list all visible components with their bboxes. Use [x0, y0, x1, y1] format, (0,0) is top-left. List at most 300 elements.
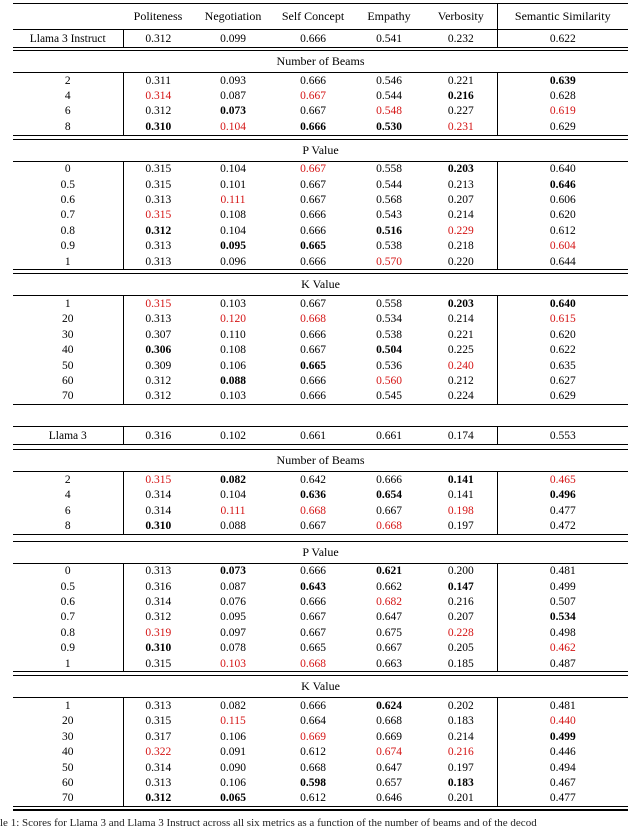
metric-cell: 0.065 [220, 792, 246, 805]
table-row [13, 563, 628, 579]
row-label: 8 [64, 519, 71, 532]
metric-cell: 0.312 [123, 389, 193, 405]
model-header-table [13, 426, 628, 445]
metric-cell: 0.231 [447, 120, 474, 133]
table-row [13, 625, 628, 640]
section-title-row [13, 139, 628, 161]
metric-cell: 0.507 [497, 594, 628, 609]
metric-cell: 0.310 [123, 518, 193, 534]
table-row [13, 518, 628, 534]
section-title: P Value [13, 541, 628, 563]
table-row [13, 177, 628, 192]
metric-cell: 0.313 [123, 254, 193, 270]
column-header-politeness: Politeness [123, 4, 193, 30]
metric-cell: 0.543 [376, 209, 402, 222]
table-row [13, 791, 628, 807]
metric-cell: 0.666 [300, 390, 326, 403]
section-title: Number of Beams [13, 450, 628, 472]
metric-cell: 0.103 [220, 297, 246, 310]
row-label: 0.5 [60, 580, 75, 593]
metric-cell: 0.115 [220, 715, 246, 728]
metric-cell: 0.111 [220, 504, 246, 517]
metric-cell: 0.141 [447, 489, 474, 502]
metric-cell: 0.227 [447, 105, 474, 118]
metric-cell: 0.322 [123, 745, 193, 760]
column-header-self-concept: Self Concept [273, 4, 353, 30]
metric-cell: 0.487 [497, 656, 628, 672]
row-label: 4 [64, 489, 71, 502]
metric-cell: 0.221 [447, 328, 474, 341]
metric-cell: 0.096 [220, 255, 246, 268]
row-label: 30 [62, 328, 74, 341]
metric-cell: 0.545 [376, 390, 402, 403]
metric-cell: 0.504 [376, 344, 402, 357]
metric-cell: 0.654 [376, 489, 402, 502]
table-row [13, 239, 628, 254]
metric-cell: 0.644 [497, 254, 628, 270]
metric-cell: 0.147 [447, 580, 474, 593]
table-row [13, 312, 628, 327]
metric-cell: 0.312 [123, 610, 193, 625]
metric-cell: 0.076 [220, 596, 246, 609]
metric-cell: 0.665 [300, 240, 326, 253]
metric-cell: 0.499 [497, 729, 628, 744]
metric-cell: 0.628 [497, 88, 628, 103]
metric-cell: 0.307 [123, 327, 193, 342]
metric-cell: 0.666 [300, 328, 326, 341]
metric-cell: 0.314 [123, 760, 193, 775]
section-title: K Value [13, 274, 628, 296]
metric-cell: 0.183 [447, 715, 474, 728]
table-row [13, 656, 628, 672]
metric-cell: 0.218 [447, 240, 474, 253]
metric-cell: 0.319 [123, 625, 193, 640]
metric-cell: 0.224 [447, 390, 474, 403]
metric-cell: 0.306 [123, 342, 193, 357]
metric-cell: 0.214 [447, 730, 474, 743]
row-label: 8 [64, 120, 71, 133]
metric-cell: 0.073 [220, 565, 246, 578]
metric-cell: 0.309 [123, 358, 193, 373]
row-label: 0.9 [60, 240, 75, 253]
column-header-empathy: Empathy [353, 4, 425, 30]
table-row [13, 594, 628, 609]
column-header-semantic-similarity: Semantic Similarity [497, 4, 628, 30]
section-gap [13, 405, 628, 426]
metric-cell: 0.212 [447, 374, 474, 387]
metric-cell: 0.668 [300, 504, 326, 517]
metric-cell: 0.666 [376, 473, 402, 486]
metric-cell: 0.639 [497, 73, 628, 89]
metric-cell: 0.312 [123, 30, 193, 48]
row-label: 0.8 [60, 224, 75, 237]
metric-cell: 0.629 [497, 119, 628, 135]
metric-cell: 0.498 [497, 625, 628, 640]
metric-cell: 0.185 [447, 657, 474, 670]
table-row [13, 342, 628, 357]
metric-cell: 0.640 [497, 296, 628, 312]
row-label: 1 [64, 297, 71, 310]
table-row [13, 296, 628, 312]
metric-cell: 0.668 [300, 313, 326, 326]
metric-cell: 0.667 [376, 504, 402, 517]
metric-cell: 0.667 [300, 105, 326, 118]
row-label: 0 [64, 163, 71, 176]
metric-cell: 0.088 [220, 519, 246, 532]
metric-cell: 0.604 [497, 239, 628, 254]
metric-cell: 0.317 [123, 729, 193, 744]
metric-cell: 0.499 [497, 579, 628, 594]
metric-cell: 0.315 [123, 656, 193, 672]
metric-cell: 0.622 [497, 30, 628, 48]
metric-cell: 0.087 [220, 580, 246, 593]
metric-cell: 0.201 [447, 792, 474, 805]
metric-cell: 0.103 [220, 390, 246, 403]
metric-cell: 0.629 [497, 389, 628, 405]
metric-cell: 0.313 [123, 698, 193, 714]
metric-cell: 0.207 [447, 194, 474, 207]
metric-cell: 0.612 [497, 223, 628, 238]
model-name: Llama 3 [48, 429, 87, 442]
metric-cell: 0.667 [300, 297, 326, 310]
row-label: 50 [62, 359, 74, 372]
table-row [13, 104, 628, 119]
metric-cell: 0.313 [123, 775, 193, 790]
table-row [13, 472, 628, 488]
table-row [13, 192, 628, 207]
metric-cell: 0.612 [300, 792, 326, 805]
table-bottom-rule [13, 809, 628, 811]
table-row [13, 714, 628, 729]
metric-cell: 0.668 [300, 657, 326, 670]
metric-cell: 0.203 [447, 297, 474, 310]
section-title-row [13, 450, 628, 472]
metric-cell: 0.538 [376, 328, 402, 341]
model-baseline-row [13, 427, 628, 445]
row-label: 0.6 [60, 194, 75, 207]
metric-cell: 0.312 [123, 791, 193, 807]
metric-cell: 0.313 [123, 312, 193, 327]
metric-cell: 0.612 [300, 746, 326, 759]
metric-cell: 0.667 [300, 344, 326, 357]
metric-cell: 0.174 [447, 429, 474, 442]
metric-cell: 0.314 [123, 594, 193, 609]
row-label: 40 [62, 746, 74, 759]
metric-cell: 0.314 [123, 88, 193, 103]
table-row [13, 373, 628, 388]
section-title-row [13, 51, 628, 73]
metric-cell: 0.106 [220, 730, 246, 743]
metric-cell: 0.104 [220, 489, 246, 502]
table-row [13, 745, 628, 760]
metric-cell: 0.108 [220, 344, 246, 357]
metric-cell: 0.642 [300, 473, 326, 486]
row-label: 30 [62, 730, 74, 743]
metric-cell: 0.643 [300, 580, 326, 593]
column-header-blank [13, 4, 123, 30]
section-table-k-value [13, 273, 628, 405]
metric-cell: 0.496 [497, 487, 628, 502]
metric-cell: 0.598 [300, 776, 326, 789]
metric-cell: 0.462 [497, 641, 628, 656]
metric-cell: 0.674 [376, 746, 402, 759]
metric-cell: 0.465 [497, 472, 628, 488]
metric-cell: 0.232 [447, 32, 474, 45]
table-row [13, 487, 628, 502]
metric-cell: 0.558 [376, 163, 402, 176]
metric-cell: 0.310 [123, 641, 193, 656]
row-label: 0.9 [60, 642, 75, 655]
row-label: 0.7 [60, 209, 75, 222]
table-row [13, 760, 628, 775]
section-table-p-value [13, 541, 628, 673]
metric-cell: 0.216 [447, 596, 474, 609]
table-row [13, 698, 628, 714]
row-label: 6 [64, 105, 71, 118]
metric-cell: 0.197 [447, 761, 474, 774]
metric-cell: 0.647 [376, 611, 402, 624]
metric-cell: 0.636 [300, 489, 326, 502]
metric-cell: 0.315 [123, 161, 193, 177]
metric-cell: 0.477 [497, 791, 628, 807]
metric-cell: 0.481 [497, 698, 628, 714]
column-header-row [13, 4, 628, 30]
metric-cell: 0.606 [497, 192, 628, 207]
metric-cell: 0.198 [447, 504, 474, 517]
section-table-p-value [13, 139, 628, 271]
metric-cell: 0.183 [447, 776, 474, 789]
model-header-table [13, 3, 628, 48]
metric-cell: 0.315 [123, 177, 193, 192]
metric-cell: 0.570 [376, 255, 402, 268]
metric-cell: 0.082 [220, 700, 246, 713]
metric-cell: 0.667 [300, 90, 326, 103]
metric-cell: 0.316 [123, 427, 193, 445]
column-header-verbosity: Verbosity [425, 4, 497, 30]
row-label: 0 [64, 565, 71, 578]
metric-cell: 0.120 [220, 313, 246, 326]
metric-cell: 0.101 [220, 178, 246, 191]
table-row [13, 610, 628, 625]
metric-cell: 0.104 [220, 224, 246, 237]
row-label: 20 [62, 313, 74, 326]
metric-cell: 0.621 [376, 565, 402, 578]
metric-cell: 0.667 [300, 178, 326, 191]
metric-cell: 0.312 [123, 104, 193, 119]
metric-cell: 0.477 [497, 503, 628, 518]
metric-cell: 0.548 [376, 105, 402, 118]
row-label: 0.5 [60, 178, 75, 191]
metric-cell: 0.553 [497, 427, 628, 445]
metric-cell: 0.657 [376, 776, 402, 789]
metric-cell: 0.640 [497, 161, 628, 177]
metric-cell: 0.082 [220, 473, 246, 486]
metric-cell: 0.668 [300, 761, 326, 774]
metric-cell: 0.315 [123, 472, 193, 488]
metric-cell: 0.197 [447, 519, 474, 532]
metric-cell: 0.666 [300, 209, 326, 222]
metric-cell: 0.214 [447, 313, 474, 326]
section-title: K Value [13, 676, 628, 698]
metric-cell: 0.546 [376, 74, 402, 87]
row-label: 1 [64, 700, 71, 713]
metric-cell: 0.558 [376, 297, 402, 310]
metric-cell: 0.666 [300, 120, 326, 133]
metric-cell: 0.667 [300, 611, 326, 624]
metric-cell: 0.099 [220, 32, 246, 45]
metric-cell: 0.311 [123, 73, 193, 89]
metric-cell: 0.666 [300, 596, 326, 609]
metric-cell: 0.666 [300, 700, 326, 713]
metric-cell: 0.228 [447, 626, 474, 639]
metric-cell: 0.103 [220, 657, 246, 670]
metric-cell: 0.314 [123, 503, 193, 518]
metric-cell: 0.669 [300, 730, 326, 743]
row-label: 60 [62, 374, 74, 387]
row-label: 0.6 [60, 596, 75, 609]
row-label: 2 [64, 74, 71, 87]
table-row [13, 389, 628, 405]
metric-cell: 0.646 [497, 177, 628, 192]
metric-cell: 0.316 [123, 579, 193, 594]
section-table-k-value [13, 675, 628, 807]
metric-cell: 0.440 [497, 714, 628, 729]
metric-cell: 0.141 [447, 473, 474, 486]
metric-cell: 0.110 [220, 328, 246, 341]
model-baseline-row [13, 30, 628, 48]
table-row [13, 775, 628, 790]
metric-cell: 0.666 [300, 32, 326, 45]
row-label: 70 [62, 792, 74, 805]
row-label: 70 [62, 390, 74, 403]
table-row [13, 579, 628, 594]
table-row [13, 254, 628, 270]
row-label: 0.8 [60, 626, 75, 639]
metric-cell: 0.624 [376, 700, 402, 713]
metric-cell: 0.661 [376, 429, 402, 442]
metric-cell: 0.664 [300, 715, 326, 728]
table-row [13, 73, 628, 89]
metric-cell: 0.667 [300, 194, 326, 207]
metric-cell: 0.087 [220, 90, 246, 103]
section-table-number-of-beams [13, 50, 628, 136]
row-label: 1 [64, 657, 71, 670]
metric-cell: 0.216 [447, 746, 474, 759]
metric-cell: 0.220 [447, 255, 474, 268]
metric-cell: 0.666 [300, 255, 326, 268]
metric-cell: 0.102 [220, 429, 246, 442]
metric-cell: 0.620 [497, 327, 628, 342]
row-label: 40 [62, 344, 74, 357]
metric-cell: 0.662 [376, 580, 402, 593]
metric-cell: 0.647 [376, 761, 402, 774]
metric-cell: 0.312 [123, 223, 193, 238]
metric-cell: 0.073 [220, 105, 246, 118]
metric-cell: 0.615 [497, 312, 628, 327]
table-row [13, 503, 628, 518]
metric-cell: 0.494 [497, 760, 628, 775]
metric-cell: 0.104 [220, 120, 246, 133]
metric-cell: 0.093 [220, 74, 246, 87]
metric-cell: 0.314 [123, 487, 193, 502]
metric-cell: 0.667 [300, 519, 326, 532]
section-title: Number of Beams [13, 51, 628, 73]
metric-cell: 0.090 [220, 761, 246, 774]
metric-cell: 0.627 [497, 373, 628, 388]
metric-cell: 0.229 [447, 224, 474, 237]
metric-cell: 0.668 [376, 715, 402, 728]
table-caption-clipped: le 1: Scores for Llama 3 and Llama 3 Instruct across all six metrics as a function of the number of beams and of the decod [0, 816, 537, 829]
metric-cell: 0.534 [376, 313, 402, 326]
metric-cell: 0.666 [300, 374, 326, 387]
table-row [13, 208, 628, 223]
row-label: 20 [62, 715, 74, 728]
metric-cell: 0.313 [123, 239, 193, 254]
metric-cell: 0.078 [220, 642, 246, 655]
metric-cell: 0.213 [447, 178, 474, 191]
table-row [13, 223, 628, 238]
metric-cell: 0.516 [376, 224, 402, 237]
metric-cell: 0.622 [497, 342, 628, 357]
metric-cell: 0.221 [447, 74, 474, 87]
section-title-row [13, 676, 628, 698]
metric-cell: 0.568 [376, 194, 402, 207]
column-header-negotiation: Negotiation [193, 4, 273, 30]
metric-cell: 0.620 [497, 208, 628, 223]
row-label: 0.7 [60, 611, 75, 624]
metric-cell: 0.111 [220, 194, 246, 207]
metric-cell: 0.214 [447, 209, 474, 222]
metric-cell: 0.665 [300, 359, 326, 372]
section-title: P Value [13, 139, 628, 161]
metric-cell: 0.675 [376, 626, 402, 639]
metric-cell: 0.663 [376, 657, 402, 670]
metric-cell: 0.541 [376, 32, 402, 45]
row-label: 2 [64, 473, 71, 486]
metric-cell: 0.682 [376, 596, 402, 609]
metric-cell: 0.668 [376, 519, 402, 532]
metric-cell: 0.095 [220, 611, 246, 624]
table-row [13, 358, 628, 373]
table-row [13, 88, 628, 103]
metric-cell: 0.216 [447, 90, 474, 103]
table-row [13, 327, 628, 342]
row-label: 6 [64, 504, 71, 517]
metric-cell: 0.666 [300, 224, 326, 237]
metric-cell: 0.313 [123, 192, 193, 207]
metric-cell: 0.315 [123, 208, 193, 223]
section-table-number-of-beams [13, 449, 628, 535]
metric-cell: 0.104 [220, 163, 246, 176]
metric-cell: 0.446 [497, 745, 628, 760]
row-label: 4 [64, 90, 71, 103]
metric-cell: 0.661 [300, 429, 326, 442]
metric-cell: 0.106 [220, 776, 246, 789]
section-title-row [13, 274, 628, 296]
metric-cell: 0.200 [447, 565, 474, 578]
table-row [13, 119, 628, 135]
metric-cell: 0.481 [497, 563, 628, 579]
metric-cell: 0.665 [300, 642, 326, 655]
metric-cell: 0.202 [447, 700, 474, 713]
row-label: 1 [64, 255, 71, 268]
metric-cell: 0.467 [497, 775, 628, 790]
metric-cell: 0.310 [123, 119, 193, 135]
metric-cell: 0.560 [376, 374, 402, 387]
metric-cell: 0.097 [220, 626, 246, 639]
metric-cell: 0.666 [300, 565, 326, 578]
metric-cell: 0.225 [447, 344, 474, 357]
